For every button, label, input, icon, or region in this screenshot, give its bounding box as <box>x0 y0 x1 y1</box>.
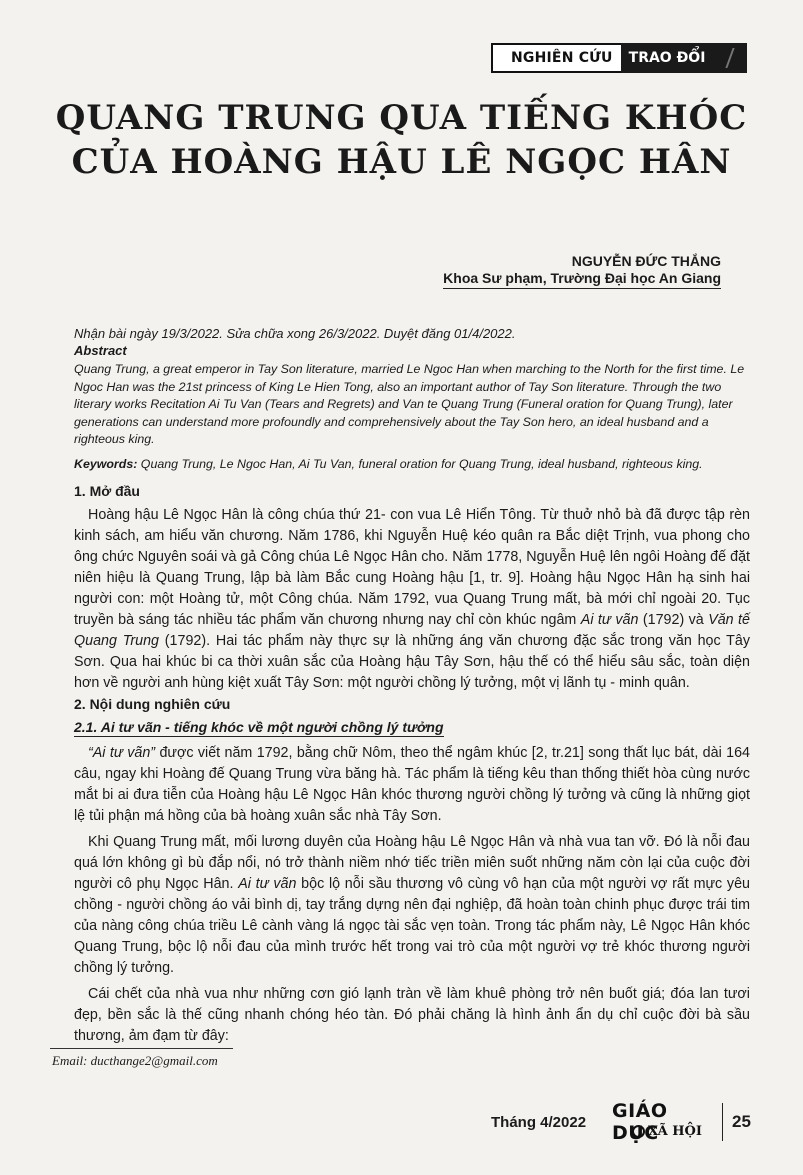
content-paragraph-1 <box>74 743 750 827</box>
author-email: Email: ducthange2@gmail.com <box>52 1053 218 1068</box>
journal-logo <box>612 1100 716 1146</box>
keywords-label: Keywords: <box>74 457 138 471</box>
content-paragraph-3: Cái chết của nhà vua như những cơn gió lạnh tràn về làm khuê phòng trở nên buốt giá; đóa lan tươi đẹp, bền sắc là thế cũng nhanh chóng héo tàn. Đó phải chăng là hình ảnh ẩn dụ chỉ cuộc đời bà sầu thương, ảm đạm từ đây: <box>74 986 750 1044</box>
intro-text-a: Hoàng hậu Lê Ngọc Hân là công chúa thứ 21- con vua Lê Hiển Tông. Từ thuở nhỏ bà đã được tập rèn kinh sách, am hiểu văn chương. Năm 1786, khi Nguyễn Huệ kéo quân ra Bắc diệt Trịnh, vua phong cho ông chức Nguyên soái và gả Công chúa Lê Ngọc Hân cho. Năm 1778, Nguyễn Huệ lên ngôi Hoàng đế đặt niên hiệu là Quang Trung, lập bà làm Bắc cung Hoàng hậu [1, tr. 9]. Hoàng hậu Ngọc Hân hạ sinh hai người con: một Hoàng tử, một Công chúa. Năm 1792, vua Quang Trung mất, bà mới chỉ ngoài 20. Tục truyền bà sáng tác nhiều tác phẩm văn chương nhưng nay chỉ còn khúc ngâm <box>74 507 750 628</box>
tag-stripe-decoration <box>725 48 744 68</box>
content-paragraph-2-text-b: bộc lộ nỗi sầu thương vô cùng vô hạn của một người vợ rất mực yêu chồng - người chồng áo vải bình dị, tay trắng dựng nên đại nghiệp, đã hoàn toàn chinh phục được trái tim của nàng công chúa triều Lê cành vàng lá ngọc tài sắc vẹn toàn. Trong tác phẩm này, Lê Ngọc Hân khóc Quang Trung, bộc lộ nỗi đau của mình trước hết trong vai trò của một người vợ trẻ khóc thương người chồng lý tưởng. <box>74 876 750 976</box>
footer-divider <box>722 1103 723 1141</box>
content-paragraph-2-work-title: Ai tư vãn <box>238 876 297 892</box>
submission-dates: Nhận bài ngày 19/3/2022. Sửa chữa xong 26/3/2022. Duyệt đăng 01/4/2022. <box>74 326 516 341</box>
intro-text-c: (1792). Hai tác phẩm này thực sự là những áng văn chương đặc sắc trong văn học Tây Sơn. Qua hai khúc bi ca thời xuân sắc của Hoàng hậu Tây Sơn, hậu thế có thể hiểu sâu sắc, toàn diện hơn về người anh hùng kiệt xuất Tây Sơn: một người chồng lý tưởng, một vị lãnh tụ - minh quân. <box>74 633 750 691</box>
keywords-list: Quang Trung, Le Ngoc Han, Ai Tu Van, funeral oration for Quang Trung, ideal husband, righteous king. <box>137 457 703 471</box>
section-tag-research: NGHIÊN CỨU <box>491 43 621 73</box>
footnote-rule <box>50 1048 233 1049</box>
subsection-heading: 2.1. Ai tư vãn - tiếng khóc về một người chồng lý tưởng <box>74 719 444 735</box>
abstract-heading: Abstract <box>74 343 127 358</box>
intro-text-b: (1792) và <box>638 612 709 628</box>
author-name: NGUYỄN ĐỨC THẮNG <box>571 253 721 269</box>
content-paragraph-2-text-a: Khi Quang Trung mất, mối lương duyên của Hoàng hậu Lê Ngọc Hân và nhà vua tan vỡ. Đó là nỗi đau quá lớn không gì bù đắp nổi, nó trở thành niềm nhớ tiếc triền miên suốt những năm còn lại của cuộc đời người cô phụ Ngọc Hân. <box>74 834 750 892</box>
section-heading-content: 2. Nội dung nghiên cứu <box>74 696 231 712</box>
logo-line2: XÃ HỘI <box>648 1124 702 1139</box>
section-tag-exchange-label: TRAO ĐỔI <box>628 50 706 66</box>
content-paragraph-1-text: được viết năm 1792, bằng chữ Nôm, theo thể ngâm khúc [2, tr.21] song thất lục bát, dài 164 câu, ngay khi Hoàng đế Quang Trung vừa băng hà. Tác phẩm là tiếng kêu than thống thiết hòa cùng nước mắt bi ai đưa tiễn của Hoàng hậu Lê Ngọc Hân khóc thương người chồng lý tưởng và cũng là những giọt lệ tủi phận má hồng của bà hoàng xuân sắc nhà Tây Sơn. <box>74 745 750 824</box>
article-title-line2: CỦA HOÀNG HẬU LÊ NGỌC HÂN <box>71 142 732 182</box>
author-affiliation: Khoa Sư phạm, Trường Đại học An Giang <box>443 270 721 289</box>
intro-work-title-2: Văn tế Quang Trung <box>74 612 750 649</box>
section-tag-exchange <box>621 43 747 73</box>
content-paragraph-2 <box>74 832 750 979</box>
issue-month: Tháng 4/2022 <box>491 1114 587 1131</box>
page-number: 25 <box>732 1112 751 1131</box>
globe-icon <box>632 1125 645 1138</box>
abstract-text: Quang Trung, a great emperor in Tay Son literature, married Le Ngoc Han when marching to the North for the first time. Le Ngoc Han was the 21st princess of King Le Hien Tong, also an important author of Tay Son literature. Through the two literary works Recitation Ai Tu Van (Tears and Regrets) and Van te Quang Trung (Funeral oration for Quang Trung), later generations can understand more profoundly and comprehensively about the Tay Son hero, an ideal husband and a righteous king. <box>74 362 745 446</box>
logo-line1: GIÁO DỤC <box>612 1100 668 1144</box>
work-title-quoted: “Ai tư vãn” <box>88 745 156 761</box>
section-tag <box>491 43 747 73</box>
article-title-line1: QUANG TRUNG QUA TIẾNG KHÓC <box>55 98 748 138</box>
intro-paragraph <box>74 505 750 694</box>
keywords <box>74 456 764 473</box>
section-heading-intro: 1. Mở đầu <box>74 483 140 499</box>
intro-work-title-1: Ai tư vãn <box>580 612 639 628</box>
